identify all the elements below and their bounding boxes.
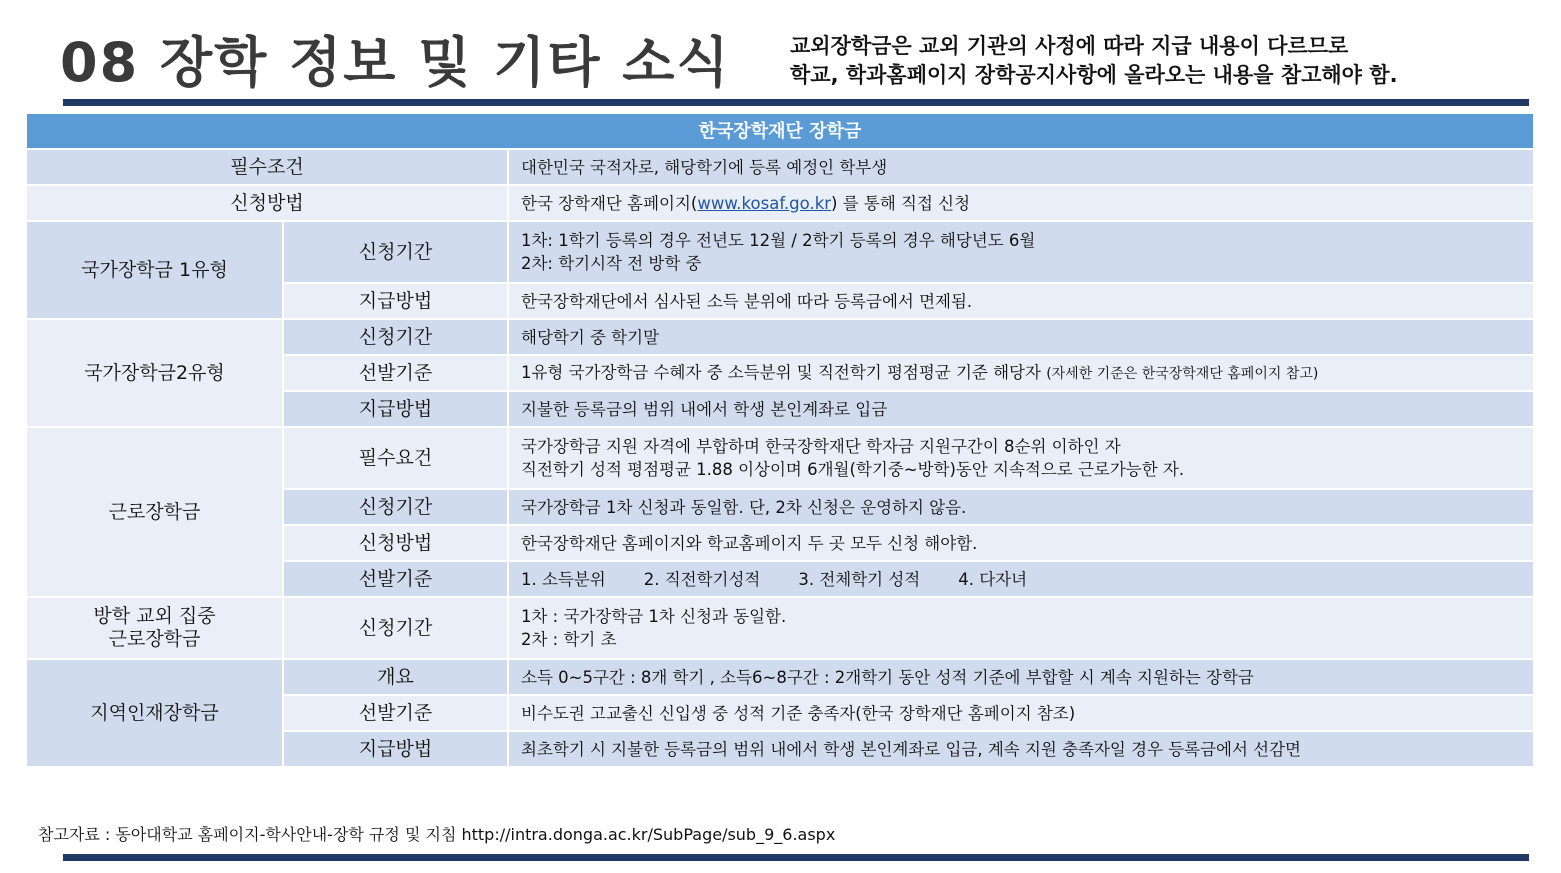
type2-select-label: 선발기준: [283, 355, 508, 391]
type2-period-label: 신청기간: [283, 319, 508, 355]
reference-note: 참고자료 : 동아대학교 홈페이지-학사안내-장학 규정 및 지침 http://intra.donga.ac.kr/SubPage/sub_9_6.aspx: [38, 825, 836, 844]
regional-overview-value: 소득 0~5구간 : 8개 학기 , 소득6~8구간 : 2개학기 동안 성적 기준에 부합할 시 계속 지원하는 장학금: [508, 659, 1534, 695]
type1-period-value: [508, 221, 1534, 283]
regional-select-value: 비수도권 고교출신 신입생 중 성적 기준 충족자(한국 장학재단 홈페이지 참조): [508, 695, 1534, 731]
apply-method-text-post: ) 를 통해 직접 신청: [831, 193, 971, 213]
work-req-line-1: 국가장학금 지원 자격에 부합하며 한국장학재단 학자금 지원구간이 8순위 이하인 자: [521, 437, 1121, 456]
top-divider: [63, 99, 1529, 106]
type1-name: 국가장학금 1유형: [26, 221, 283, 319]
table-heading: 한국장학재단 장학금: [26, 113, 1534, 149]
work-method-value: 한국장학재단 홈페이지와 학교홈페이지 두 곳 모두 신청 해야함.: [508, 525, 1534, 561]
notice-text: [790, 32, 1530, 90]
notice-line-1: 교외장학금은 교외 기관의 사정에 따라 지급 내용이 다르므로: [790, 34, 1349, 58]
work-name: 근로장학금: [26, 427, 283, 597]
work-period-value: 국가장학금 1차 신청과 동일함. 단, 2차 신청은 운영하지 않음.: [508, 489, 1534, 525]
work-criterion-2: 2. 직전학기성적: [643, 569, 761, 589]
regional-pay-value: 최초학기 시 지불한 등록금의 범위 내에서 학생 본인계좌로 입금, 계속 지원 충족자일 경우 등록금에서 선감면: [508, 731, 1534, 767]
work-period-label: 신청기간: [283, 489, 508, 525]
regional-pay-label: 지급방법: [283, 731, 508, 767]
apply-method-label: 신청방법: [26, 185, 508, 221]
vacation-name-line-2: 근로장학금: [108, 628, 201, 650]
type2-period-value: 해당학기 중 학기말: [508, 319, 1534, 355]
work-req-label: 필수요건: [283, 427, 508, 489]
apply-method-text-pre: 한국 장학재단 홈페이지(: [521, 193, 698, 213]
vacation-period-line-1: 1차 : 국가장학금 1차 신청과 동일함.: [521, 607, 787, 626]
vacation-period-label: 신청기간: [283, 597, 508, 659]
vacation-name-line-1: 방학 교외 집중: [93, 605, 216, 627]
regional-name: 지역인재장학금: [26, 659, 283, 767]
work-criterion-4: 4. 다자녀: [958, 569, 1028, 589]
type1-period-label: 신청기간: [283, 221, 508, 283]
type1-period-line-2: 2차: 학기시작 전 방학 중: [521, 254, 702, 273]
type1-pay-label: 지급방법: [283, 283, 508, 319]
work-select-value: [508, 561, 1534, 597]
work-criterion-1: 1. 소득분위: [521, 569, 606, 589]
requirement-value: 대한민국 국적자로, 해당학기에 등록 예정인 학부생: [508, 149, 1534, 185]
type1-period-line-1: 1차: 1학기 등록의 경우 전년도 12월 / 2학기 등록의 경우 해당년도 6월: [521, 231, 1036, 250]
type2-select-note: (자세한 기준은 한국장학재단 홈페이지 참고): [1046, 365, 1319, 382]
kosaf-link[interactable]: www.kosaf.go.kr: [697, 193, 832, 213]
work-select-label: 선발기준: [283, 561, 508, 597]
bottom-divider: [63, 854, 1529, 861]
scholarship-table: [25, 112, 1535, 768]
type2-pay-label: 지급방법: [283, 391, 508, 427]
work-method-label: 신청방법: [283, 525, 508, 561]
notice-line-2: 학교, 학과홈페이지 장학공지사항에 올라오는 내용을 참고해야 함.: [790, 63, 1398, 87]
vacation-period-value: [508, 597, 1534, 659]
type2-select-text: 1유형 국가장학금 수혜자 중 소득분위 및 직전학기 평점평균 기준 해당자: [521, 362, 1041, 382]
type2-select-value: [508, 355, 1534, 391]
work-criterion-3: 3. 전체학기 성적: [798, 569, 921, 589]
regional-select-label: 선발기준: [283, 695, 508, 731]
regional-overview-label: 개요: [283, 659, 508, 695]
work-req-line-2: 직전학기 성적 평점평균 1.88 이상이며 6개월(학기중~방학)동안 지속적으로 근로가능한 자.: [521, 460, 1185, 479]
work-req-value: [508, 427, 1534, 489]
vacation-name: [26, 597, 283, 659]
requirement-label: 필수조건: [26, 149, 508, 185]
type2-pay-value: 지불한 등록금의 범위 내에서 학생 본인계좌로 입금: [508, 391, 1534, 427]
type2-name: 국가장학금2유형: [26, 319, 283, 427]
type1-pay-value: 한국장학재단에서 심사된 소득 분위에 따라 등록금에서 면제됨.: [508, 283, 1534, 319]
page-title: 08 장학 정보 및 기타 소식: [60, 31, 731, 94]
apply-method-value: [508, 185, 1534, 221]
vacation-period-line-2: 2차 : 학기 초: [521, 630, 617, 649]
